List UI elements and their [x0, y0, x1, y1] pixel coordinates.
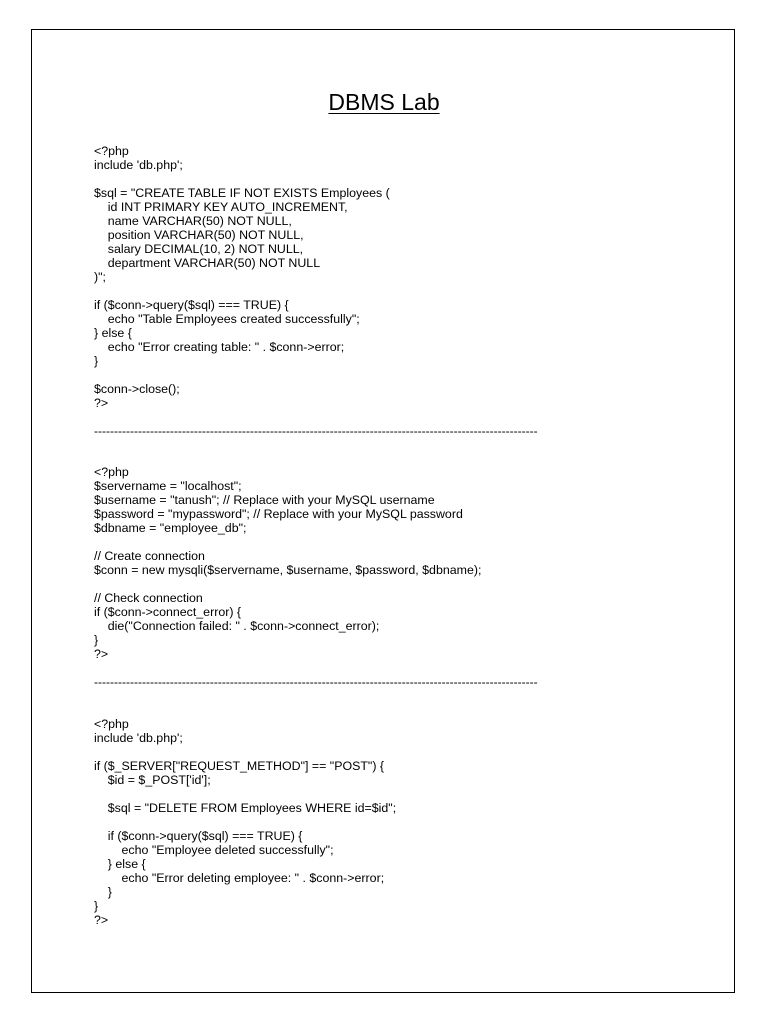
code-line: salary DECIMAL(10, 2) NOT NULL,	[94, 242, 304, 256]
code-line: echo "Error deleting employee: " . $conn->error;	[94, 871, 385, 885]
code-line: $username = "tanush"; // Replace with your MySQL username	[94, 493, 435, 507]
divider-1: ---------------------------------------------------------------------------------------------------------------	[94, 424, 538, 438]
code-line: echo "Error creating table: " . $conn->error;	[94, 340, 345, 354]
code-line: ?>	[94, 913, 109, 927]
code-line: include 'db.php';	[94, 158, 183, 172]
code-line: }	[94, 633, 99, 647]
code-line: $sql = "CREATE TABLE IF NOT EXISTS Employees (	[94, 186, 390, 200]
code-line: id INT PRIMARY KEY AUTO_INCREMENT,	[94, 200, 348, 214]
code-line: $sql = "DELETE FROM Employees WHERE id=$id";	[94, 801, 397, 815]
code-line: if ($conn->query($sql) === TRUE) {	[94, 829, 303, 843]
code-line: }	[94, 899, 99, 913]
code-line: $conn->close();	[94, 382, 180, 396]
page-title	[32, 89, 736, 116]
code-line	[94, 787, 396, 801]
code-line: )";	[94, 270, 106, 284]
code-line: ?>	[94, 647, 109, 661]
code-line	[94, 368, 390, 382]
code-line: department VARCHAR(50) NOT NULL	[94, 256, 321, 270]
code-line: <?php	[94, 465, 129, 479]
code-line: <?php	[94, 144, 129, 158]
code-line: // Create connection	[94, 549, 205, 563]
code-line: $id = $_POST['id'];	[94, 773, 211, 787]
code-line: die("Connection failed: " . $conn->connect_error);	[94, 619, 380, 633]
code-line: echo "Table Employees created successfully";	[94, 312, 360, 326]
divider-2: ---------------------------------------------------------------------------------------------------------------	[94, 675, 538, 689]
code-block-create-table	[94, 144, 390, 410]
page-title-text: DBMS Lab	[328, 89, 440, 115]
code-line: }	[94, 885, 112, 899]
code-line	[94, 172, 390, 186]
code-line: position VARCHAR(50) NOT NULL,	[94, 228, 304, 242]
document-page	[31, 29, 735, 993]
code-line: $dbname = "employee_db";	[94, 521, 247, 535]
code-line: $password = "mypassword"; // Replace with your MySQL password	[94, 507, 463, 521]
code-line: }	[94, 354, 99, 368]
code-line	[94, 815, 396, 829]
code-line	[94, 535, 481, 549]
code-line: $servername = "localhost";	[94, 479, 242, 493]
code-line: ?>	[94, 396, 109, 410]
code-block-delete-employee	[94, 717, 396, 927]
code-block-db-connection	[94, 465, 481, 661]
code-line: <?php	[94, 717, 129, 731]
code-line: if ($_SERVER["REQUEST_METHOD"] == "POST") {	[94, 759, 385, 773]
code-line	[94, 284, 390, 298]
code-line: include 'db.php';	[94, 731, 183, 745]
code-line: echo "Employee deleted successfully";	[94, 843, 334, 857]
code-line: } else {	[94, 326, 132, 340]
code-line: // Check connection	[94, 591, 203, 605]
code-line	[94, 577, 481, 591]
code-line: name VARCHAR(50) NOT NULL,	[94, 214, 292, 228]
code-line: } else {	[94, 857, 146, 871]
code-line: if ($conn->connect_error) {	[94, 605, 242, 619]
code-line: if ($conn->query($sql) === TRUE) {	[94, 298, 289, 312]
code-line: $conn = new mysqli($servername, $username, $password, $dbname);	[94, 563, 482, 577]
code-line	[94, 745, 396, 759]
